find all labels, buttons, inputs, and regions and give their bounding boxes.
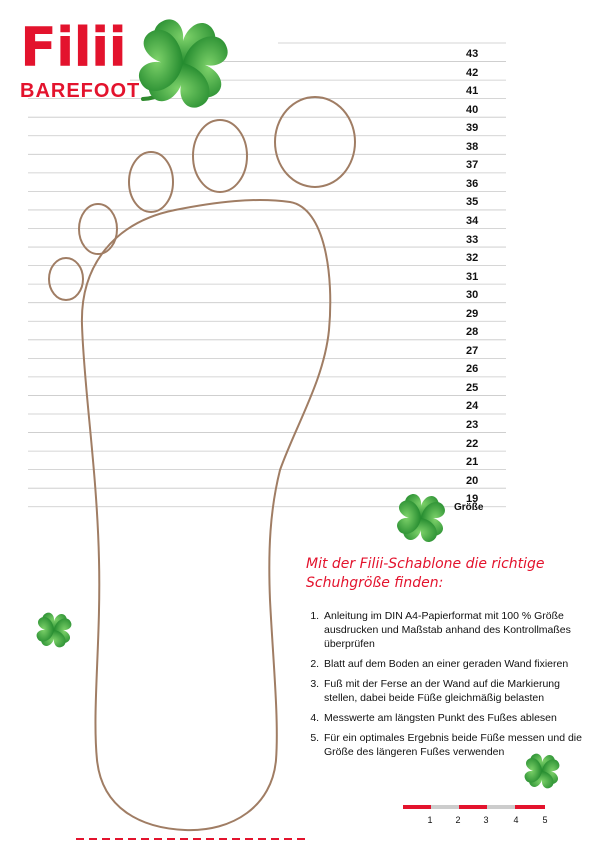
instructions-heading [306, 555, 586, 593]
brand-logo-wordmark: Filii [20, 16, 126, 79]
size-label: 22 [466, 437, 479, 450]
scale-segment [431, 805, 459, 809]
size-label: 29 [466, 307, 479, 320]
brand-logo-subline: BAREFOOT [20, 80, 141, 102]
heading-line: Schuhgröße finden: [306, 575, 444, 591]
scale-number: 2 [455, 815, 461, 825]
size-label: 28 [466, 326, 479, 339]
size-label: 32 [466, 252, 479, 265]
four-leaf-clover-icon [37, 613, 72, 648]
scale-number: 5 [542, 815, 548, 825]
size-label: 24 [466, 400, 479, 413]
size-label: 23 [466, 419, 479, 431]
scale-segment [515, 805, 545, 809]
size-label: 42 [466, 66, 479, 79]
size-label: 20 [466, 474, 479, 487]
size-label: 40 [466, 103, 479, 116]
scale-number: 4 [513, 815, 519, 825]
second-toe-outline [193, 120, 247, 192]
control-scale-bar [403, 805, 545, 809]
size-label: 30 [466, 289, 479, 302]
fourth-toe-outline [79, 204, 117, 254]
size-label: 26 [466, 363, 479, 376]
four-leaf-clover-icon [138, 19, 229, 109]
scale-segment [403, 805, 431, 809]
size-label: 39 [466, 122, 479, 135]
third-toe-outline [129, 152, 173, 212]
foot-sole-outline [82, 200, 330, 830]
instruction-steps [303, 609, 592, 765]
instruction-step: 2. Blatt auf dem Boden an einer geraden Wand fixieren [322, 657, 592, 671]
size-label: 19 [466, 493, 479, 506]
scale-number: 1 [427, 815, 433, 825]
size-label: 25 [466, 381, 479, 394]
scale-segment [487, 805, 515, 809]
instruction-step: 5. Für ein optimales Ergebnis beide Füße messen und die Größe des längeren Fußes verwenden [322, 731, 592, 759]
size-label: 37 [466, 159, 479, 172]
size-label: 21 [466, 456, 479, 469]
size-label: 43 [466, 48, 479, 60]
size-label: 34 [466, 214, 479, 227]
little-toe-outline [49, 258, 83, 300]
big-toe-outline [275, 97, 355, 187]
size-label: 35 [466, 196, 479, 209]
four-leaf-clover-icon [397, 494, 445, 542]
scale-number: 3 [483, 815, 489, 825]
heading-line: Mit der Filii-Schablone die richtige [306, 556, 545, 572]
size-ruler-lines [28, 43, 506, 507]
size-label: 33 [466, 233, 479, 246]
scale-segment [459, 805, 487, 809]
size-label: 27 [466, 344, 479, 357]
instruction-step: 3. Fuß mit der Ferse an der Wand auf die Markierung stellen, dabei beide Füße gleichmäßig belasten [322, 677, 592, 705]
size-label: 36 [466, 177, 479, 190]
size-caption: Größe [454, 502, 484, 513]
size-label: 38 [466, 140, 479, 153]
instruction-step: 4. Messwerte am längsten Punkt des Fußes ablesen [322, 711, 592, 725]
instruction-step: 1. Anleitung im DIN A4-Papierformat mit 100 % Größe ausdrucken und Maßstab anhand des Kontrollmaßes überprüfen [322, 609, 592, 651]
size-label: 41 [466, 85, 479, 98]
size-label: 31 [466, 270, 479, 283]
